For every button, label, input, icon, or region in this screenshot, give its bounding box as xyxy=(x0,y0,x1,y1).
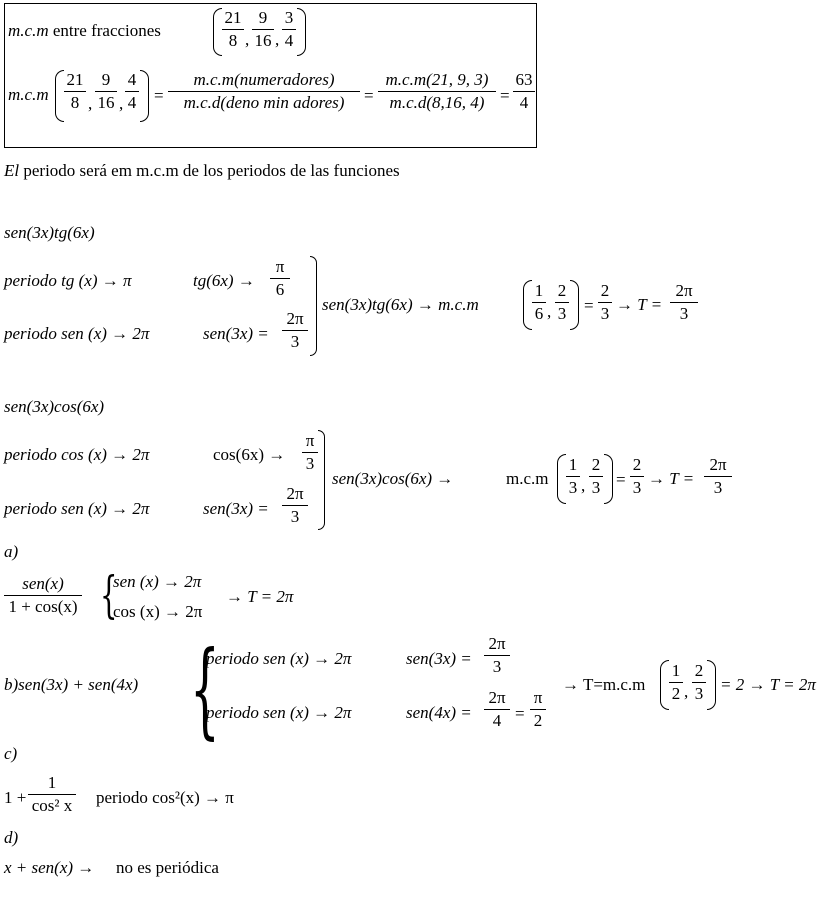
paren-right xyxy=(570,280,579,330)
part-b-row2-expr: sen(4x) = xyxy=(406,703,472,722)
paren-left xyxy=(213,8,222,56)
box-fr2: 9 16 xyxy=(95,71,117,112)
part-a-result: → T = 2π xyxy=(226,587,294,606)
ex2-row1-label: periodo cos (x) → 2π xyxy=(4,445,150,464)
paren-left xyxy=(557,454,566,504)
ex1-eq-fraction: 2 3 xyxy=(598,282,612,323)
box-values-fraction: m.c.m(21, 9, 3) m.c.d(8,16, 4) xyxy=(378,71,496,112)
ex2-row1-expr: cos(6x) → xyxy=(213,445,286,464)
part-a-case1: sen (x) → 2π xyxy=(113,572,202,591)
ex1-title: sen(3x)tg(6x) xyxy=(4,223,95,242)
ex2-mcm: m.c.m xyxy=(506,469,549,488)
paren-right xyxy=(297,8,306,56)
ex1-row1-fraction: π 6 xyxy=(270,258,290,299)
ex2-res-f2: 2 3 xyxy=(589,456,603,497)
ex1-row2-expr: sen(3x) = xyxy=(203,324,269,343)
ex2-brace xyxy=(318,430,325,530)
intro-text: El periodo será em m.c.m de los periodos de las funciones xyxy=(4,161,400,180)
part-b-row1-label: periodo sen (x) → 2π xyxy=(206,649,352,668)
part-b-brace: { xyxy=(190,628,220,750)
part-d-expr: x + sen(x) → xyxy=(4,858,95,877)
part-c-label: c) xyxy=(4,744,18,763)
part-b-row2-fraction: 2π 4 xyxy=(484,689,510,730)
box-line2-prefix: m.c.m xyxy=(8,85,49,104)
part-b-result-tail: = 2 → T = 2π xyxy=(720,675,816,694)
part-c-one: 1 + xyxy=(4,788,27,807)
ex1-brace xyxy=(310,256,317,356)
paren-left xyxy=(55,70,64,122)
part-b-res-f2: 2 3 xyxy=(692,662,706,703)
part-b-row1-fraction: 2π 3 xyxy=(484,635,510,676)
part-b-row2-eq: π 2 xyxy=(530,689,546,730)
ex2-row2-label: periodo sen (x) → 2π xyxy=(4,499,150,518)
paren-right xyxy=(140,70,149,122)
paren-left xyxy=(523,280,532,330)
ex1-row2-label: periodo sen (x) → 2π xyxy=(4,324,150,343)
part-c-fraction: 1 cos² x xyxy=(28,774,76,815)
ex1-T-fraction: 2π 3 xyxy=(670,282,698,323)
ex2-row1-fraction: π 3 xyxy=(302,432,318,473)
part-b-row2-label: periodo sen (x) → 2π xyxy=(206,703,352,722)
part-b-row1-expr: sen(3x) = xyxy=(406,649,472,668)
ex1-T: → T = xyxy=(616,295,663,314)
ex1-row2-fraction: 2π 3 xyxy=(282,310,308,351)
ex2-eq-fraction: 2 3 xyxy=(630,456,644,497)
ex2-T-fraction: 2π 3 xyxy=(704,456,732,497)
ex1-row1-label: periodo tg (x) → π xyxy=(4,271,132,290)
part-a-label: a) xyxy=(4,542,19,561)
ex2-result-expr: sen(3x)cos(6x) → xyxy=(332,469,454,488)
ex2-T: → T = xyxy=(648,469,695,488)
box-title: m.c.m entre fracciones xyxy=(8,21,161,40)
part-b-res-f1: 1 2 xyxy=(669,662,683,703)
paren-right xyxy=(604,454,613,504)
set-fraction-2: 9 16 xyxy=(252,9,274,50)
ex1-res-f2: 2 3 xyxy=(555,282,569,323)
set-fraction-3: 3 4 xyxy=(282,9,296,50)
paren-left xyxy=(660,660,669,710)
part-d-label: d) xyxy=(4,828,19,847)
ex1-res-f1: 1 6 xyxy=(532,282,546,323)
box-word-fraction: m.c.m(numeradores) m.c.d(deno min adores) xyxy=(168,71,360,112)
part-a-brace: { xyxy=(100,566,118,624)
box-fr1: 21 8 xyxy=(64,71,86,112)
part-a-fraction: sen(x) 1 + cos(x) xyxy=(4,575,82,616)
ex1-result-expr: sen(3x)tg(6x) → m.c.m xyxy=(322,295,479,314)
set-fraction-1: 21 8 xyxy=(222,9,244,50)
box-fr3: 4 4 xyxy=(125,71,139,112)
part-b-label: b)sen(3x) + sen(4x) xyxy=(4,675,139,694)
ex2-title: sen(3x)cos(6x) xyxy=(4,397,105,416)
ex2-row2-expr: sen(3x) = xyxy=(203,499,269,518)
ex2-res-f1: 1 3 xyxy=(566,456,580,497)
part-b-result-text: → T=m.c.m xyxy=(562,675,646,694)
ex1-row1-expr: tg(6x) → xyxy=(193,271,255,290)
box-result-fraction: 63 4 xyxy=(513,71,535,112)
paren-right xyxy=(707,660,716,710)
part-a-case2: cos (x) → 2π xyxy=(113,602,203,621)
part-c-text: periodo cos²(x) → π xyxy=(96,788,234,807)
ex2-row2-fraction: 2π 3 xyxy=(282,485,308,526)
part-d-text: no es periódica xyxy=(116,858,219,877)
